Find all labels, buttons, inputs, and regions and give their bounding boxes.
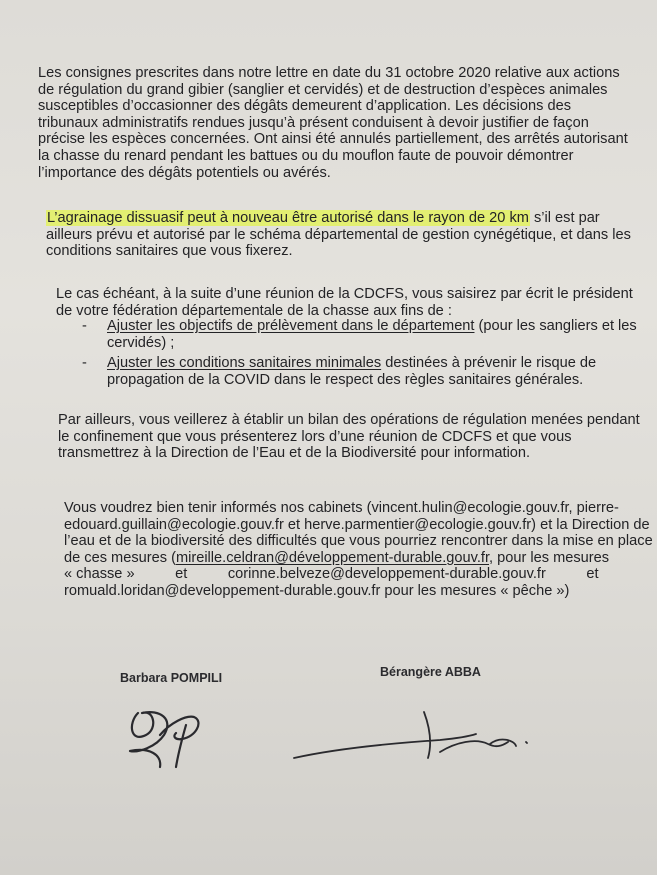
text-fragment: , pour les mesures	[489, 549, 610, 566]
text-line: l’eau et de la biodiversité des difficultés que vous pourriez rencontrer dans la mise en place	[64, 533, 653, 550]
paragraph-regulation-instructions	[38, 65, 628, 181]
text-line: transmettrez à la Direction de l’Eau et de la Biodiversité pour information.	[58, 445, 531, 462]
paragraph-bilan	[58, 412, 640, 462]
text-line: Le cas échéant, à la suite d’une réunion de la CDCFS, vous saisirez par écrit le président	[56, 286, 633, 302]
bullet-dash: -	[82, 318, 87, 334]
text-line: Les consignes prescrites dans notre lettre en date du 31 octobre 2020 relative aux actions	[38, 65, 620, 81]
list-item	[82, 355, 620, 388]
text-line	[46, 210, 618, 227]
text-line: Par ailleurs, vous veillerez à établir un bilan des opérations de régulation menées pendant	[58, 412, 640, 428]
paragraph-contacts	[64, 500, 653, 600]
text-line: de votre fédération départementale de la chasse aux fins de :	[56, 302, 452, 319]
text-line: ailleurs prévu et autorisé par le schéma départemental de gestion cynégétique, et dans les	[46, 226, 631, 243]
signature-mark	[120, 695, 230, 770]
text-line: la chasse du renard pendant les battues ou du mouflon faute de pouvoir démontrer	[38, 147, 574, 164]
action-list	[82, 318, 637, 392]
bullet-dash: -	[82, 355, 87, 372]
underlined-text: Ajuster les objectifs de prélèvement dans le département	[107, 318, 475, 334]
signer-name: Barbara POMPILI	[120, 671, 223, 685]
paragraph-agrainage	[46, 210, 631, 260]
text-line: romuald.loridan@developpement-durable.gouv.fr pour les mesures « pêche »)	[64, 582, 570, 599]
text-line: l’importance des dégâts potentiels ou avérés.	[38, 164, 331, 181]
text-line: edouard.guillain@ecologie.gouv.fr et herve.parmentier@ecologie.gouv.fr) et la Direction de	[64, 516, 650, 533]
text-line	[64, 550, 616, 567]
list-item	[82, 318, 637, 351]
text-line: « chasse » et corinne.belveze@developpement-durable.gouv.fr et	[64, 566, 599, 583]
signer-name: Bérangère ABBA	[380, 665, 481, 679]
text-fragment: destinées à prévenir le risque de	[381, 355, 597, 372]
text-line: susceptibles d’occasionner des dégâts demeurent d’application. Les décisions des	[38, 98, 571, 115]
text-line	[107, 355, 620, 372]
text-line: Vous voudrez bien tenir informés nos cabinets (vincent.hulin@ecologie.gouv.fr, pierre-	[64, 500, 619, 516]
signature-mark	[290, 700, 540, 770]
text-line: propagation de la COVID dans le respect des règles sanitaires générales.	[107, 371, 584, 388]
paragraph-cdcfs	[56, 286, 633, 319]
text-line: précise les espèces concernées. Ont ainsi été annulés partiellement, des arrêtés autorisant	[38, 131, 628, 148]
text-line: de régulation du grand gibier (sanglier et cervidés) et de destruction d’espèces animales	[38, 81, 608, 98]
email-link[interactable]: mireille.celdran@développement-durable.gouv.fr	[175, 549, 490, 566]
text-fragment: (pour les sangliers et les	[474, 318, 637, 334]
text-fragment: s’il est par	[529, 210, 600, 226]
text-line: tribunaux administratifs rendues jusqu’à présent conduisent à devoir justifier de façon	[38, 114, 589, 131]
highlighted-sentence: L’agrainage dissuasif peut à nouveau être autorisé dans le rayon de 20 km	[47, 210, 529, 226]
text-line: le confinement que vous présenterez lors d’une réunion de CDCFS et que vous	[58, 428, 572, 445]
text-line	[107, 318, 637, 335]
text-line: conditions sanitaires que vous fixerez.	[46, 243, 293, 260]
underlined-text: Ajuster les conditions sanitaires minimales	[107, 355, 382, 372]
text-fragment: de ces mesures (	[64, 549, 176, 566]
text-line: cervidés) ;	[107, 334, 175, 351]
